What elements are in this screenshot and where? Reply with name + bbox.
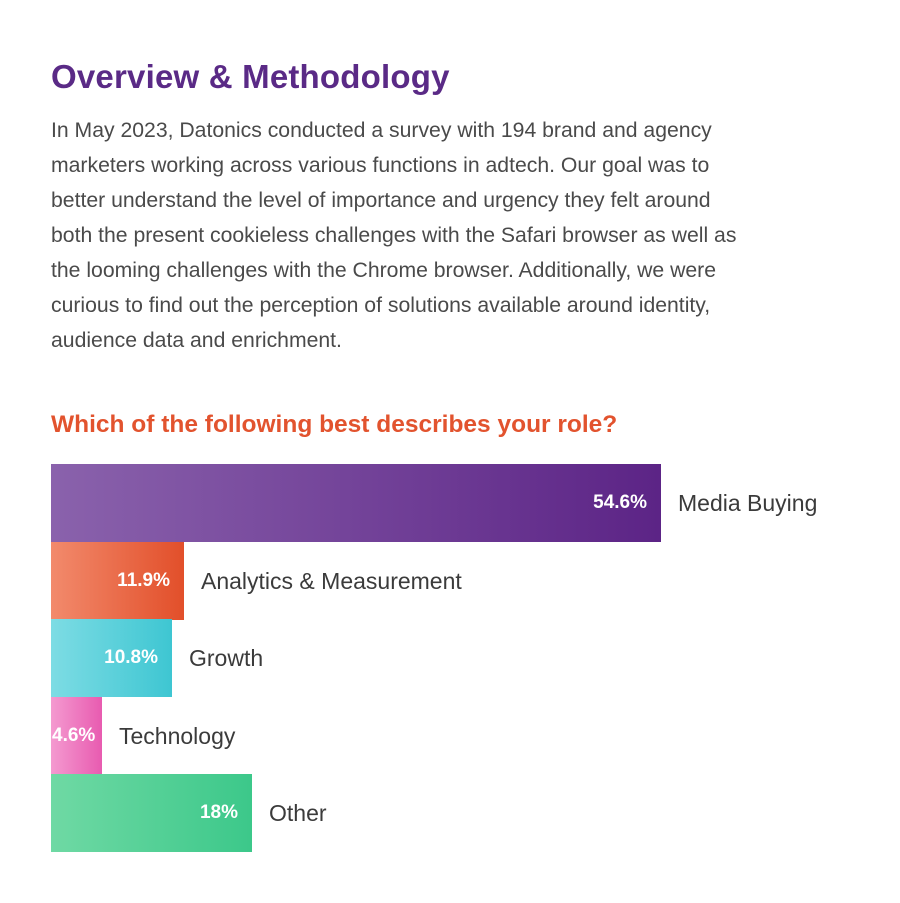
- intro-line: the looming challenges with the Chrome browser. Additionally, we were: [51, 259, 717, 282]
- bar-media-buying: [51, 464, 661, 542]
- bar-value-label: 10.8%: [104, 647, 158, 668]
- section-title: Overview & Methodology: [51, 58, 450, 95]
- bar-analytics-measurement: [51, 542, 184, 620]
- chart-title: Which of the following best describes your role?: [51, 411, 618, 438]
- bar-value-label: 4.6%: [52, 725, 96, 746]
- bar-row-analytics-measurement: [51, 542, 462, 620]
- bar-other: [51, 774, 252, 852]
- bar-value-label: 11.9%: [117, 570, 170, 591]
- bar-category-label: Other: [269, 800, 327, 826]
- bar-category-label: Growth: [189, 645, 264, 671]
- bar-technology: [51, 697, 102, 775]
- bar-row-media-buying: [51, 464, 817, 542]
- intro-line: In May 2023, Datonics conducted a survey with 194 brand and agency: [51, 119, 712, 142]
- bar-value-label: 54.6%: [593, 492, 647, 513]
- intro-line: curious to find out the perception of solutions available around identity,: [51, 294, 711, 317]
- bar-row-other: [51, 774, 327, 852]
- bar-row-growth: [51, 619, 263, 697]
- bar-growth: [51, 619, 172, 697]
- bar-value-label: 18%: [199, 802, 238, 823]
- intro-line: audience data and enrichment.: [51, 329, 342, 352]
- intro-line: both the present cookieless challenges with the Safari browser as well as: [51, 224, 737, 247]
- intro-line: better understand the level of importance and urgency they felt around: [51, 189, 711, 212]
- bar-category-label: Media Buying: [678, 490, 818, 516]
- intro-paragraph: [51, 113, 851, 358]
- bar-row-technology: [51, 697, 235, 775]
- role-bar-chart: [51, 464, 891, 852]
- intro-line: marketers working across various functions in adtech. Our goal was to: [51, 154, 710, 177]
- bar-category-label: Technology: [119, 723, 236, 749]
- bar-category-label: Analytics & Measurement: [201, 568, 462, 594]
